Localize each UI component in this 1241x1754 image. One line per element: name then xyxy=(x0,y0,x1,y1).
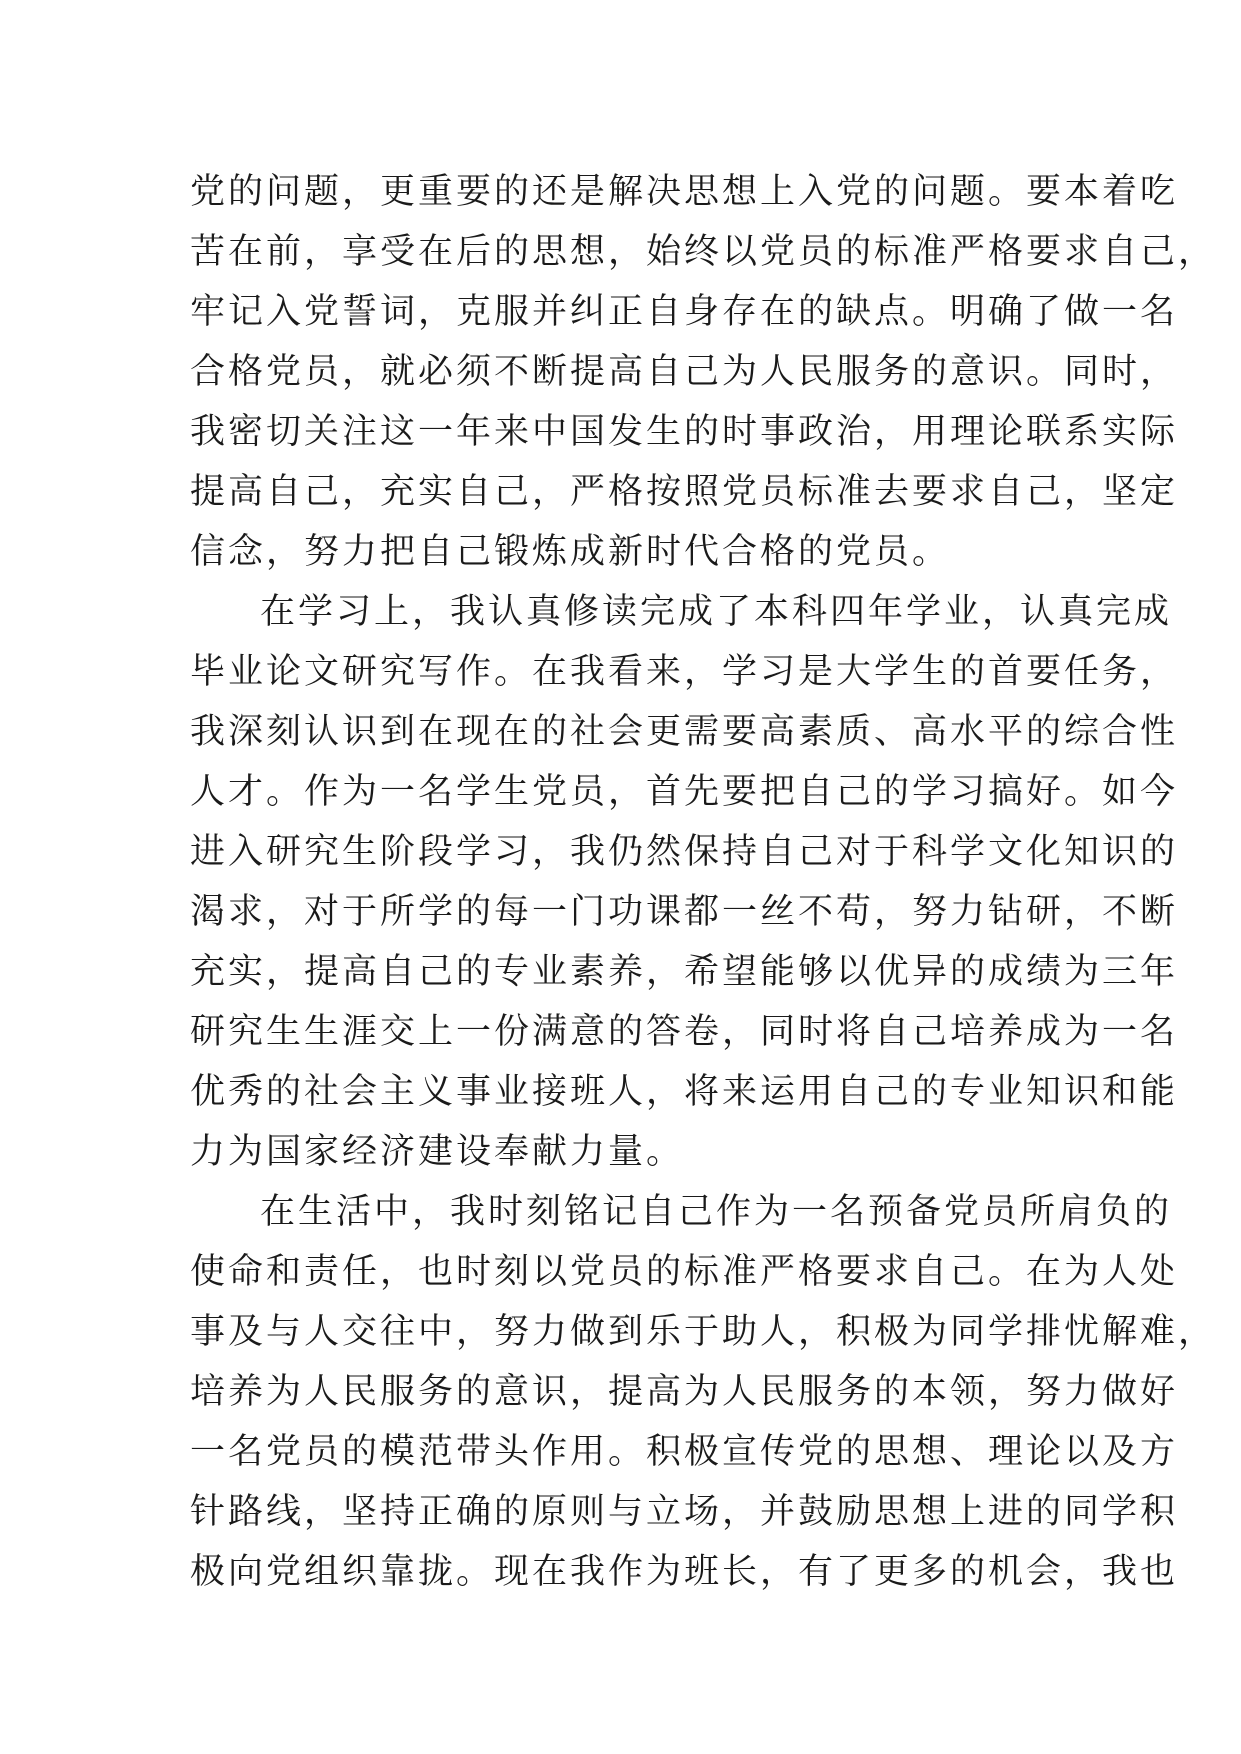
text-line: 极向党组织靠拢。现在我作为班长，有了更多的机会，我也 xyxy=(190,1552,1179,1592)
text-line: 针路线，坚持正确的原则与立场，并鼓励思想上进的同学积 xyxy=(190,1492,1179,1532)
text-line: 进入研究生阶段学习，我仍然保持自己对于科学文化知识的 xyxy=(190,832,1179,872)
text-line: 党的问题，更重要的还是解决思想上入党的问题。要本着吃 xyxy=(190,172,1179,212)
text-line: 在学习上，我认真修读完成了本科四年学业，认真完成 xyxy=(260,592,1173,632)
text-line: 信念，努力把自己锻炼成新时代合格的党员。 xyxy=(190,532,951,572)
text-line: 苦在前，享受在后的思想，始终以党员的标准严格要求自己， xyxy=(190,232,1217,272)
document-body xyxy=(190,162,1217,1602)
paragraph-3 xyxy=(190,1182,1217,1602)
paragraph-2 xyxy=(190,582,1179,1182)
text-line: 我密切关注这一年来中国发生的时事政治，用理论联系实际 xyxy=(190,412,1179,452)
text-line: 毕业论文研究写作。在我看来，学习是大学生的首要任务， xyxy=(190,652,1179,692)
text-line: 我深刻认识到在现在的社会更需要高素质、高水平的综合性 xyxy=(190,712,1179,752)
text-line: 在生活中，我时刻铭记自己作为一名预备党员所肩负的 xyxy=(260,1192,1173,1232)
text-line: 提高自己，充实自己，严格按照党员标准去要求自己，坚定 xyxy=(190,472,1179,512)
text-line: 优秀的社会主义事业接班人，将来运用自己的专业知识和能 xyxy=(190,1072,1179,1112)
text-line: 力为国家经济建设奉献力量。 xyxy=(190,1132,685,1172)
text-line: 培养为人民服务的意识，提高为人民服务的本领，努力做好 xyxy=(190,1372,1179,1412)
text-line: 人才。作为一名学生党员，首先要把自己的学习搞好。如今 xyxy=(190,772,1179,812)
text-line: 充实，提高自己的专业素养，希望能够以优异的成绩为三年 xyxy=(190,952,1179,992)
text-line: 牢记入党誓词，克服并纠正自身存在的缺点。明确了做一名 xyxy=(190,292,1179,332)
text-line: 渴求，对于所学的每一门功课都一丝不苟，努力钻研，不断 xyxy=(190,892,1179,932)
text-line: 事及与人交往中，努力做到乐于助人，积极为同学排忧解难， xyxy=(190,1312,1217,1352)
text-line: 合格党员，就必须不断提高自己为人民服务的意识。同时， xyxy=(190,352,1179,392)
paragraph-1 xyxy=(190,162,1217,582)
text-line: 使命和责任，也时刻以党员的标准严格要求自己。在为人处 xyxy=(190,1252,1179,1292)
text-line: 研究生生涯交上一份满意的答卷，同时将自己培养成为一名 xyxy=(190,1012,1179,1052)
text-line: 一名党员的模范带头作用。积极宣传党的思想、理论以及方 xyxy=(190,1432,1179,1472)
